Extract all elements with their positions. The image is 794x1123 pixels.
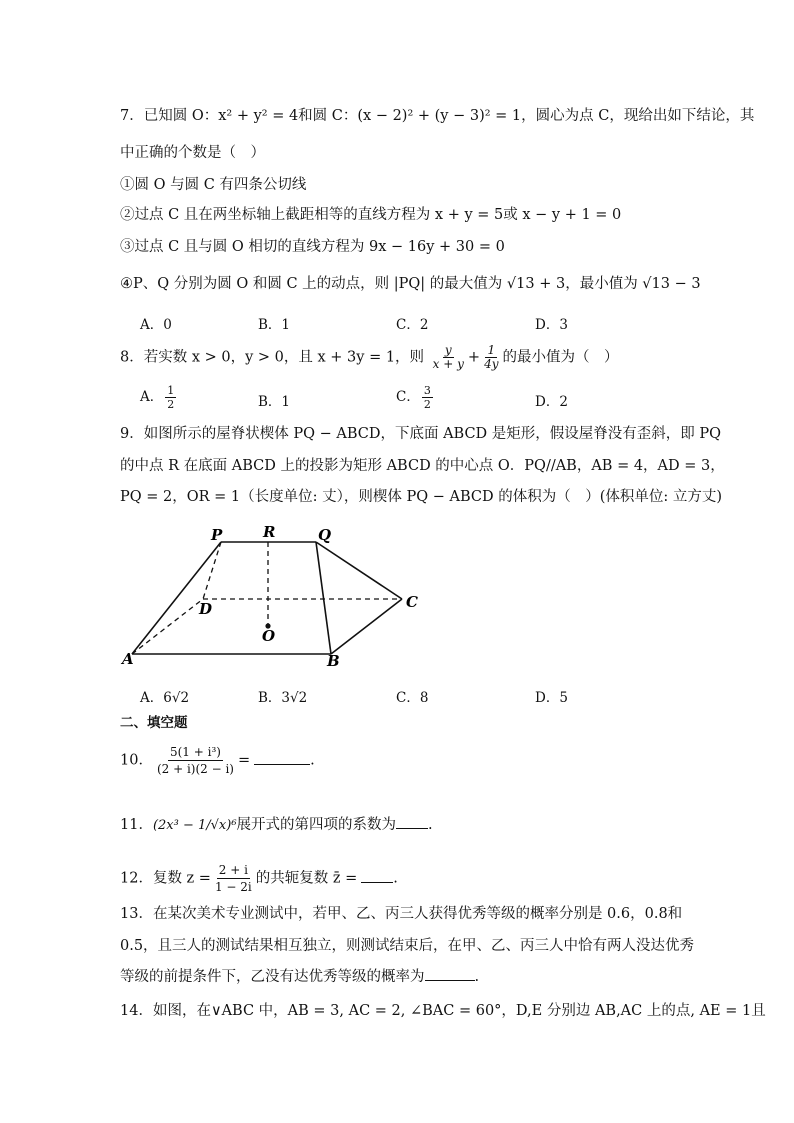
q8-option-c-label: C． — [396, 389, 420, 405]
edge-qc — [316, 542, 402, 599]
q9-option-d: D．5 — [535, 690, 568, 706]
q8-option-c-den: 2 — [423, 398, 431, 411]
q7-option-b: B．1 — [258, 317, 291, 333]
q7-stem-line1: 7．已知圆 O：x² + y² = 4和圆 C：(x − 2)² + (y − 3)² = 1，圆心为点 C，现给出如下结论，其 — [120, 108, 755, 124]
edge-pd-hidden — [203, 542, 221, 599]
q13-blank — [425, 968, 475, 981]
q8-option-c-fraction — [422, 384, 433, 411]
q7-statement-1: ①圆 O 与圆 C 有四条公切线 — [120, 177, 307, 193]
q13-line1: 13．在某次美术专业测试中，若甲、乙、丙三人获得优秀等级的概率分别是 0.6，0.8和 — [120, 906, 683, 922]
q10 — [120, 744, 315, 777]
q8-fraction-2 — [482, 344, 500, 371]
q12-fraction — [213, 862, 254, 895]
q10-num: 5(1 + i³) — [169, 745, 221, 759]
q10-den: (2 + i)(2 − i) — [156, 762, 234, 776]
q8-stem-post: 的最小值为（ ） — [502, 349, 619, 366]
q12 — [120, 862, 398, 895]
q12-label: 12．复数 z = — [120, 870, 211, 887]
q9-option-a: A．6√2 — [140, 690, 190, 706]
q8-option-a — [140, 384, 178, 411]
label-r: R — [263, 523, 276, 541]
edge-qb — [316, 542, 331, 654]
q8-option-c — [396, 384, 435, 411]
q7-statement-3: ③过点 C 且与圆 O 相切的直线方程为 9x − 16y + 30 = 0 — [120, 239, 505, 255]
q8-fraction-2-num: 1 — [487, 343, 496, 357]
q7-statement-2: ②过点 C 且在两坐标轴上截距相等的直线方程为 x + y = 5或 x − y + 1 = 0 — [120, 207, 622, 223]
q12-den: 1 − 2i — [214, 880, 252, 894]
q8-fraction-1-den: x + y — [432, 357, 464, 371]
q12-text: 的共轭复数 z̄ = — [255, 870, 358, 887]
q10-end: . — [310, 752, 315, 769]
q8-option-a-fraction — [165, 384, 176, 411]
q12-num: 2 + i — [218, 863, 248, 877]
edge-bc — [331, 599, 402, 654]
section-fill-in-heading: 二、填空题 — [120, 715, 188, 731]
q8-fraction-2-den: 4y — [484, 357, 499, 371]
q7-statement-4: ④P、Q 分别为圆 O 和圆 C 上的动点，则 |PQ| 的最大值为 √13 + 3，最小值为 √13 − 3 — [120, 276, 701, 292]
q10-fraction — [155, 744, 236, 777]
q11 — [120, 815, 433, 836]
q9-stem-line1: 9．如图所示的屋脊状楔体 PQ − ABCD，下底面 ABCD 是矩形，假设屋脊没有歪斜，即 PQ — [120, 426, 722, 442]
q8-plus: + — [467, 349, 481, 366]
q7-option-c: C．2 — [396, 317, 429, 333]
q10-blank — [254, 752, 310, 765]
q9-stem-line3: PQ = 2，OR = 1（长度单位: 丈），则楔体 PQ − ABCD 的体积为（ ）(体积单位: 立方丈) — [120, 489, 723, 505]
q8-option-a-den: 2 — [167, 398, 175, 411]
q11-blank — [396, 816, 428, 829]
q14-line1: 14．如图，在∨ABC 中，AB = 3, AC = 2, ∠BAC = 60°，D,E 分别边 AB,AC 上的点, AE = 1且 — [120, 1003, 766, 1019]
q11-end: . — [428, 817, 433, 833]
q8-option-d: D．2 — [535, 394, 568, 410]
q8-fraction-1-num: y — [444, 343, 452, 357]
q7-option-a: A．0 — [140, 317, 172, 333]
q11-text: 展开式的第四项的系数为 — [236, 817, 397, 833]
label-o: O — [262, 627, 276, 645]
q10-label: 10． — [120, 752, 153, 769]
edge-pa — [132, 542, 221, 654]
edge-ad-hidden — [132, 599, 203, 654]
label-q: Q — [318, 526, 332, 544]
q13-line2: 0.5，且三人的测试结果相互独立，则测试结束后，在甲、乙、丙三人中恰有两人没达优秀 — [120, 938, 695, 954]
q9-option-c: C．8 — [396, 690, 429, 706]
q8-option-a-label: A． — [140, 389, 164, 405]
q12-blank — [361, 870, 393, 883]
q11-label: 11． — [120, 817, 153, 833]
label-b: B — [327, 652, 340, 670]
label-c: C — [406, 593, 418, 611]
q8-fraction-1 — [431, 344, 466, 371]
q8-stem — [120, 344, 618, 371]
label-d: D — [199, 600, 213, 618]
q9-stem-line2: 的中点 R 在底面 ABCD 上的投影为矩形 ABCD 的中心点 O．PQ//AB，AB = 4，AD = 3， — [120, 458, 725, 474]
q13-line3-text: 等级的前提条件下，乙没有达优秀等级的概率为 — [120, 969, 425, 985]
q12-end: . — [393, 870, 398, 887]
q10-eq: = — [238, 752, 251, 769]
q8-option-c-num: 3 — [423, 384, 431, 397]
q13-line3 — [120, 967, 479, 987]
q8-stem-pre: 8．若实数 x > 0，y > 0，且 x + 3y = 1，则 — [120, 349, 425, 366]
q7-option-d: D．3 — [535, 317, 568, 333]
label-p: P — [211, 526, 223, 544]
q13-end: . — [474, 969, 480, 985]
q8-option-a-num: 1 — [167, 384, 175, 397]
q8-option-b: B．1 — [258, 394, 291, 410]
wedge-figure — [0, 520, 794, 700]
q7-stem-line2: 中正确的个数是（ ） — [120, 145, 265, 161]
label-a: A — [122, 650, 134, 668]
q9-option-b: B．3√2 — [258, 690, 308, 706]
q11-expression: (2x³ − 1/√x)⁶ — [152, 818, 237, 833]
